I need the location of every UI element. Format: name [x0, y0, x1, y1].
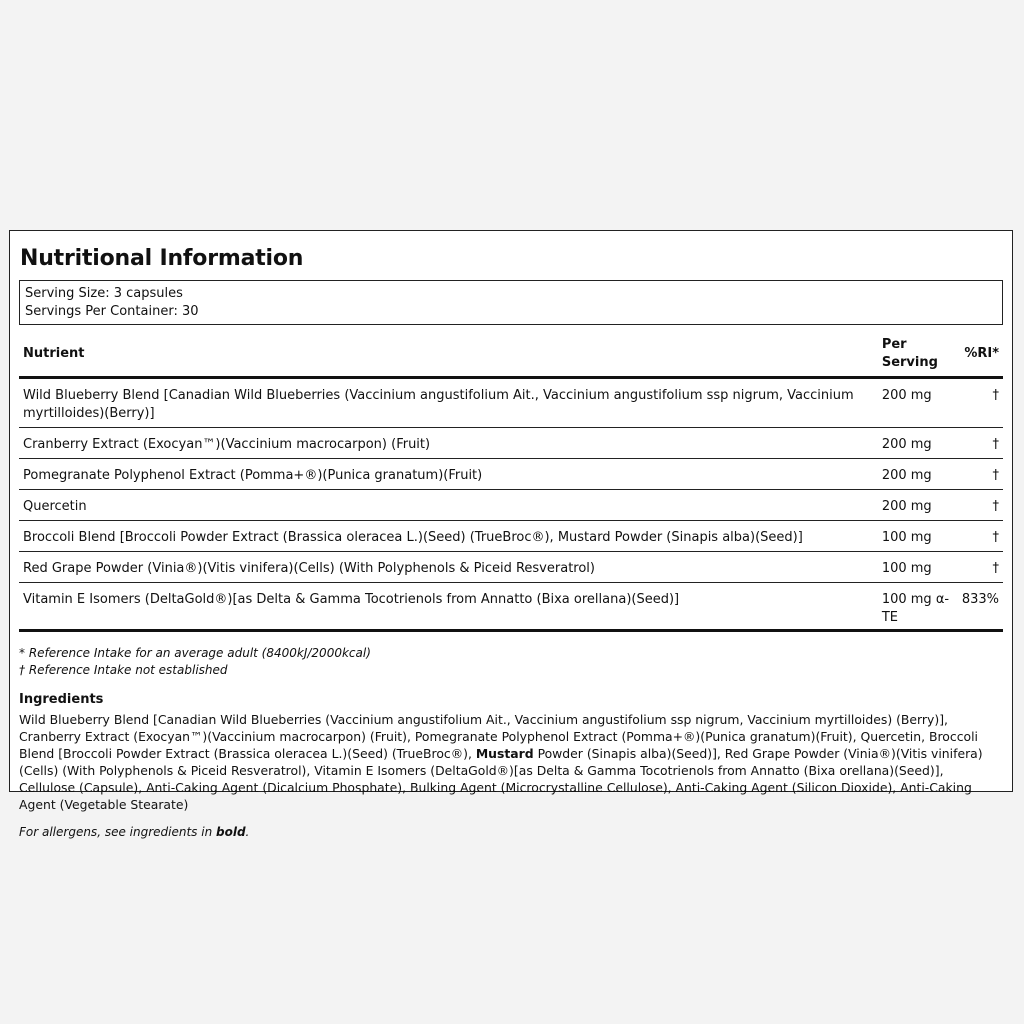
ingredients-heading: Ingredients	[19, 692, 104, 707]
nutrient-table	[19, 336, 1003, 632]
nutrient-name: Red Grape Powder (Vinia®)(Vitis vinifera)(Cells) (With Polyphenols & Piceid Resveratrol)	[19, 552, 878, 583]
table-row	[19, 378, 1003, 428]
footnotes	[19, 645, 1003, 679]
nutrient-name: Cranberry Extract (Exocyan™)(Vaccinium macrocarpon) (Fruit)	[19, 428, 878, 459]
label-title: Nutritional Information	[20, 246, 304, 271]
header-per-serving: Per Serving	[878, 336, 958, 378]
header-ri: %RI*	[958, 336, 1003, 378]
dagger-footnote: † Reference Intake not established	[19, 663, 228, 677]
per-serving-value: 200 mg	[878, 490, 958, 521]
allergen-note-bold: bold	[216, 825, 246, 839]
nutrient-name: Wild Blueberry Blend [Canadian Wild Blueberries (Vaccinium angustifolium Ait., Vaccinium angustifolium ssp nigrum, Vaccinium myrtilloides)(Berry)]	[19, 378, 878, 428]
table-header-row	[19, 336, 1003, 378]
table-row	[19, 490, 1003, 521]
ri-value: †	[958, 378, 1003, 428]
per-serving-value: 100 mg	[878, 521, 958, 552]
allergen-note	[19, 824, 1003, 841]
table-row	[19, 552, 1003, 583]
header-nutrient: Nutrient	[19, 336, 878, 378]
serving-size: Serving Size: 3 capsules	[25, 286, 183, 301]
allergen-highlight: Mustard	[475, 746, 534, 761]
serving-info-box	[19, 280, 1003, 325]
ingredients-text-after: Powder (Sinapis alba)(Seed)], Red Grape Powder (Vinia®)(Vitis vinifera)(Cells) (With Polyphenols & Piceid Resveratrol), Vitamin E Isomers (DeltaGold®)[as Delta & Gamma Tocotrienols from Annatto (Bixa orellana)(Seed)], Cellulose (Capsule), Anti-Caking Agent (Dicalcium Phosphate), Bulking Agent (Microcrystalline Cellulose), Anti-Caking Agent (Silicon Dioxide), Anti-Caking Agent (Vegetable Stearate)	[19, 746, 983, 812]
nutrient-name: Vitamin E Isomers (DeltaGold®)[as Delta & Gamma Tocotrienols from Annatto (Bixa orellana)(Seed)]	[19, 583, 878, 631]
nutrient-name: Broccoli Blend [Broccoli Powder Extract (Brassica oleracea L.)(Seed) (TrueBroc®), Mustard Powder (Sinapis alba)(Seed)]	[19, 521, 878, 552]
ri-value: †	[958, 521, 1003, 552]
table-row	[19, 459, 1003, 490]
ingredients-text-before: Wild Blueberry Blend [Canadian Wild Blueberries (Vaccinium angustifolium Ait., Vaccinium angustifolium ssp nigrum, Vaccinium myrtilloides) (Berry)], Cranberry Extract (Exocyan™)(Vaccinium macrocarpon) (Fruit), Pomegranate Polyphenol Extract (Pomma+®)(Punica granatum)(Fruit), Quercetin, Broccoli Blend [Broccoli Powder Extract (Brassica oleracea L.)(Seed) (TrueBroc®),	[19, 712, 978, 761]
allergen-note-suffix: .	[245, 825, 250, 839]
nutrition-label	[9, 230, 1013, 839]
servings-per-container: Servings Per Container: 30	[25, 304, 199, 319]
nutrient-name: Quercetin	[19, 490, 878, 521]
ri-value: 833%	[958, 583, 1003, 631]
ri-value: †	[958, 428, 1003, 459]
allergen-note-prefix: For allergens, see ingredients in	[19, 825, 216, 839]
nutrient-name: Pomegranate Polyphenol Extract (Pomma+®)(Punica granatum)(Fruit)	[19, 459, 878, 490]
ri-value: †	[958, 459, 1003, 490]
per-serving-value: 200 mg	[878, 378, 958, 428]
per-serving-value: 200 mg	[878, 428, 958, 459]
ri-footnote: * Reference Intake for an average adult (8400kJ/2000kcal)	[19, 646, 371, 660]
per-serving-value: 100 mg α-TE	[878, 583, 958, 631]
table-row	[19, 521, 1003, 552]
ri-value: †	[958, 490, 1003, 521]
per-serving-value: 100 mg	[878, 552, 958, 583]
ingredients-text	[19, 711, 1003, 813]
table-row	[19, 428, 1003, 459]
per-serving-value: 200 mg	[878, 459, 958, 490]
table-row	[19, 583, 1003, 631]
ri-value: †	[958, 552, 1003, 583]
